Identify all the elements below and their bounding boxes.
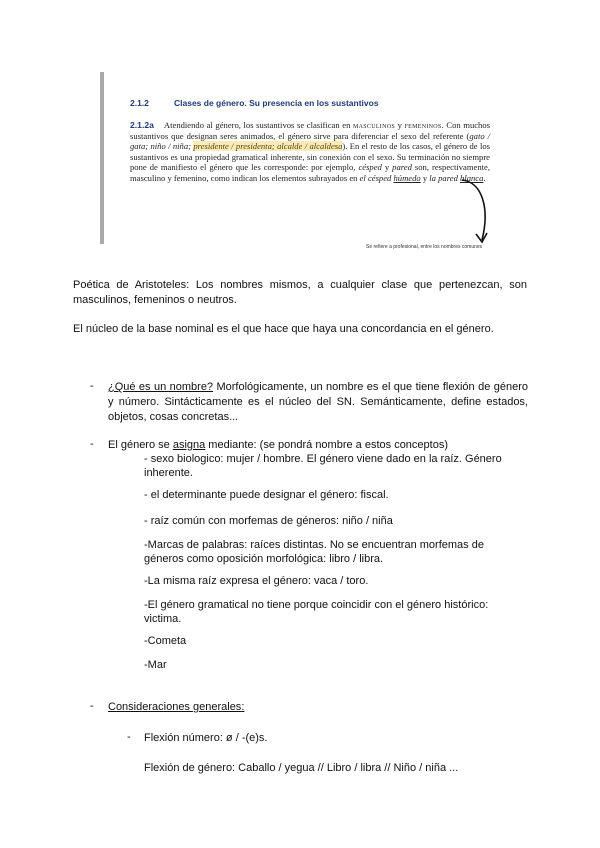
example-pared: pared — [392, 162, 412, 173]
bullet-nombre — [108, 380, 528, 425]
bullet-dash: - — [90, 438, 94, 450]
paragraph-number: 2.1.2a — [130, 120, 154, 130]
genero-text: mediante: (se pondrá nombre a estos conceptos) — [205, 439, 448, 451]
genero-text: El género se — [108, 439, 173, 451]
excerpt-text: Atendiendo al género, los sustantivos se clasifican en — [163, 120, 353, 130]
sub-bullet-dash: - — [127, 731, 131, 743]
excerpt-heading — [130, 98, 490, 108]
section-title: Clases de género. Su presencia en los sustantivos — [174, 98, 379, 108]
excerpt-content — [130, 98, 490, 250]
curved-arrow-icon — [460, 178, 490, 248]
flexion-numero: Flexión número: ø / -(e)s. — [144, 732, 268, 744]
excerpt-text: y — [395, 120, 405, 130]
quote-bar — [100, 72, 104, 244]
excerpt-text: y — [381, 162, 393, 173]
sub-item-sexo: - sexo biologico: mujer / hombre. El género viene dado en la raíz. Género inherente. — [144, 453, 502, 479]
excerpt-text: . — [483, 172, 486, 183]
highlighted-examples: presidente / presidenta; alcalde / alcaldesa — [193, 141, 343, 152]
sub-item-marcas: -Marcas de palabras: raíces distintas. No se encuentran morfemas de géneros como oposición morfológica: libro / libra. — [144, 539, 484, 565]
excerpt-paragraph — [130, 120, 490, 184]
paragraph-nucleo: El núcleo de la base nominal es el que hace que haya una concordancia en el género. — [73, 323, 494, 335]
sub-item-cometa: -Cometa — [144, 635, 187, 647]
sub-item-misma-raiz: -La misma raíz expresa el género: vaca / toro. — [144, 575, 369, 587]
consideraciones-colon: : — [241, 701, 245, 713]
sub-item-mar: -Mar — [144, 659, 167, 671]
bullet-genero — [108, 438, 528, 453]
excerpt-text: y — [420, 172, 430, 183]
examples: gato / gata; niño / niña; — [130, 130, 490, 152]
term-masculinos: masculinos — [353, 120, 396, 130]
paragraph-aristoteles: Poética de Aristoteles: Los nombres mismos, a cualquier clase que pertenezcan, son masculinos, femeninos o neutros. — [73, 279, 527, 306]
bullet-dash: - — [90, 380, 94, 392]
excerpt-text: ). En el resto de los casos, el género de los sustantivos es una propiedad gramatical inherente, sin conexión con el sexo. Su terminación no siempre pone de manifiesto el género que les corresponde: por ejemplo, — [130, 141, 490, 173]
excerpt-text: . Con muchos sustantivos que designan seres animados, el género sirve para diferenciar el sexo del referente ( — [130, 120, 490, 141]
sub-item-genero-gramatical: -El género gramatical no tiene porque coincidir con el género histórico: victima. — [144, 599, 489, 625]
excerpt-text: son, respectivamente, masculino y femenino, como indican los elementos subrayados en — [130, 162, 490, 183]
handwritten-note: Se refiere a profesional, entre los nombres comunes — [366, 244, 483, 250]
genero-asigna: asigna — [172, 439, 206, 451]
term-femeninos: femeninos — [404, 120, 442, 130]
section-number: 2.1.2 — [130, 98, 149, 108]
sub-item-raiz-comun: - raíz común con morfemas de géneros: niño / niña — [144, 515, 393, 527]
example-underlined: blanca — [460, 172, 484, 183]
nombre-question: ¿Qué es un nombre? — [108, 381, 214, 393]
bullet-consideraciones — [108, 700, 528, 715]
bullet-dash: - — [90, 700, 94, 712]
example-final: el césped — [359, 172, 394, 183]
example-final: la pared — [429, 172, 461, 183]
example-underlined: húmedo — [393, 172, 421, 183]
flexion-genero: Flexión de género: Caballo / yegua // Libro / libra // Niño / niña ... — [144, 762, 459, 774]
example-cesped: césped — [358, 162, 382, 173]
consideraciones-heading: Consideraciones generales — [108, 701, 242, 713]
nombre-text: Morfológicamente, un nombre es el que tiene flexión de género y número. Sintácticamente es el núcleo del SN. Semánticamente, define estados, objetos, cosas concretas... — [108, 381, 529, 423]
textbook-excerpt — [100, 70, 495, 250]
sub-item-determinante: - el determinante puede designar el género: fiscal. — [144, 489, 389, 501]
